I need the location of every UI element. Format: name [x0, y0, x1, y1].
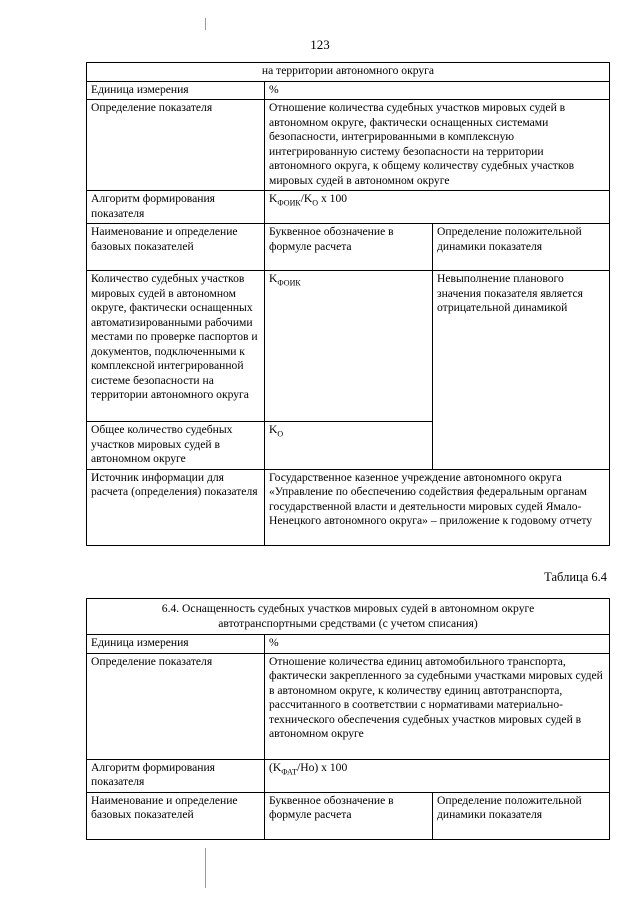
table-header: 6.4. Оснащенность судебных участков мировых судей в автономном округе автотранспортными средствами (с учетом списания) — [87, 599, 610, 635]
definition-value: Отношение количества единиц автомобильного транспорта, фактически закрепленного за судебными участками мировых судей в автономном округе, к количеству единиц автотранспорта, рассчитанного в соответствии с нормативами материально-технического обеспечения судебных участков мировых судей в автономном округе — [265, 653, 610, 759]
scan-mark-top — [205, 18, 206, 30]
unit-value: % — [265, 81, 610, 100]
base-header-dynamics: Определение положительной динамики показателя — [433, 792, 610, 839]
base2-name: Общее количество судебных участков мировых судей в автономном округе — [87, 422, 265, 470]
base-header-name: Наименование и определение базовых показателей — [87, 792, 265, 839]
source-value: Государственное казенное учреждение автономного округа «Управление по обеспечению содействия федеральным органам государственной власти и деятельности мировых судей Ямало-Ненецкого автономного округа» – приложение к годовому отчету — [265, 469, 610, 545]
unit-label: Единица измерения — [87, 81, 265, 100]
algorithm-formula: $(K_{ФАТ}/Hо)$ x 100 — [265, 759, 610, 792]
table-row — [87, 635, 610, 654]
base-header-name: Наименование и определение базовых показателей — [87, 224, 265, 271]
page-number: 123 — [310, 37, 330, 52]
table-row — [87, 100, 610, 191]
table-header-row — [87, 63, 610, 82]
source-label: Источник информации для расчета (определения) показателя — [87, 469, 265, 545]
base-header-symbol: Буквенное обозначение в формуле расчета — [265, 792, 433, 839]
table-row — [87, 792, 610, 839]
indicator-table-6-3 — [86, 62, 610, 546]
base-header-dynamics: Определение положительной динамики показателя — [433, 224, 610, 271]
base-header-symbol: Буквенное обозначение в формуле расчета — [265, 224, 433, 271]
table-row — [87, 759, 610, 792]
scan-mark-bottom — [205, 848, 206, 888]
algorithm-label: Алгоритм формирования показателя — [87, 191, 265, 224]
base2-symbol: $K_О$ — [265, 422, 433, 470]
table-row — [87, 224, 610, 271]
table-row — [87, 653, 610, 759]
table-header-row — [87, 599, 610, 635]
algorithm-label: Алгоритм формирования показателя — [87, 759, 265, 792]
table-row — [87, 191, 610, 224]
table-caption: Таблица 6.4 — [544, 570, 607, 584]
unit-value: % — [265, 635, 610, 654]
definition-label: Определение показателя — [87, 653, 265, 759]
table-header: на территории автономного округа — [87, 63, 610, 82]
definition-value: Отношение количества судебных участков мировых судей в автономном округе, фактически оснащенных системами безопасности, интегрированными в комплексную интегрированную систему безопасности на территории автономного округа, к общему количеству судебных участков мировых судей в автономном округе — [265, 100, 610, 191]
table-row — [87, 81, 610, 100]
table-row — [87, 271, 610, 422]
base1-name: Количество судебных участков мировых судей в автономном округе, фактически оснащенных автоматизированными рабочими местами по проверке паспортов и документов, подключенными к комплексной интегрированной системе безопасности на территории автономного округа — [87, 271, 265, 422]
unit-label: Единица измерения — [87, 635, 265, 654]
definition-label: Определение показателя — [87, 100, 265, 191]
indicator-table-6-4 — [86, 598, 610, 840]
base1-symbol: $K_{ФОИК}$ — [265, 271, 433, 422]
algorithm-formula: $K_{ФОИК}/K_О$ x 100 — [265, 191, 610, 224]
table-row — [87, 469, 610, 545]
base1-dynamics: Невыполнение планового значения показателя является отрицательной динамикой — [433, 271, 610, 470]
